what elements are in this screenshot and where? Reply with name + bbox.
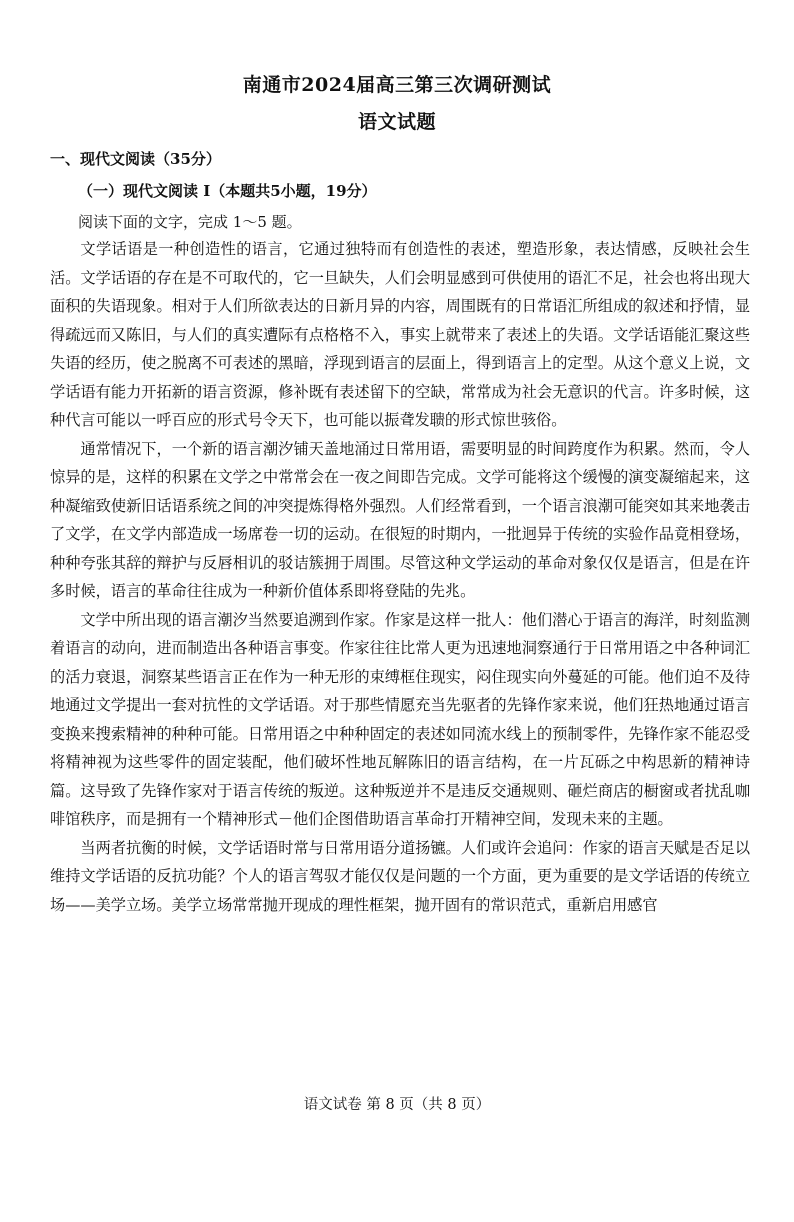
passage-paragraph-3: 文学中所出现的语言潮汐当然要追溯到作家。作家是这样一批人：他们潜心于语言的海洋，时刻监测着语言的动向，进而制造出各种语言事变。作家往往比常人更为迅速地洞察通行于日常用语之中各种词汇的活力衰退，洞察某些语言正在作为一种无形的束缚框住现实，闷住现实向外蔓延的可能。他们迫不及待地通过文学提出一套对抗性的文学话语。对于那些情愿充当先驱者的先锋作家来说，他们狂热地通过语言变换来搜索精神的种种可能。日常用语之中种种固定的表述如同流水线上的预制零件，先锋作家不能忍受将精神视为这些零件的固定装配，他们破坏性地瓦解陈旧的语言结构，在一片瓦砾之中构思新的精神诗篇。这导致了先锋作家对于语言传统的叛逆。这种叛逆并不是违反交通规则、砸烂商店的橱窗或者扰乱咖啡馆秩序，而是拥有一个精神形式－他们企图借助语言革命打开精神空间，发现未来的主题。 (50, 610, 750, 828)
passage-paragraph-1: 文学话语是一种创造性的语言，它通过独特而有创造性的表述，塑造形象，表达情感，反映社会生活。文学话语的存在是不可取代的，它一旦缺失，人们会明显感到可供使用的语汇不足，社会也将出现大面积的失语现象。相对于人们所欲表达的日新月异的内容，周围既有的日常语汇所组成的叙述和抒情，显得疏远而又陈旧，与人们的真实遭际有点格格不入，事实上就带来了表述上的失语。文学话语能汇聚这些失语的经历，使之脱离不可表述的黑暗，浮现到语言的层面上，得到语言上的定型。从这个意义上说，文学话语有能力开拓新的语言资源，修补既有表述留下的空缺，常常成为社会无意识的代言。许多时候，这种代言可能以一呼百应的形式号令天下，也可能以振聋发聩的形式惊世骇俗。 (50, 240, 750, 429)
passage-paragraph-4: 当两者抗衡的时候，文学话语时常与日常用语分道扬镳。人们或许会追问：作家的语言天赋是否足以维持文学话语的反抗功能？个人的语言驾驭才能仅仅是问题的一个方面，更为重要的是文学话语的传统立场——美学立场。美学立场常常抛开现成的理性框架，抛开固有的常识范式，重新启用感官 (50, 838, 750, 914)
exam-title: 南通市2024届高三第三次调研测试 (242, 74, 552, 96)
reading-passage (50, 235, 750, 919)
passage-paragraph-2: 通常情况下，一个新的语言潮汐铺天盖地涌过日常用语，需要明显的时间跨度作为积累。然而，令人惊异的是，这样的积累在文学之中常常会在一夜之间即告完成。文学可能将这个缓慢的演变凝缩起来，这种凝缩致使新旧话语系统之间的冲突提炼得格外强烈。人们经常看到，一个语言浪潮可能突如其来地袭击了文学，在文学内部造成一场席卷一切的运动。在很短的时期内，一批迥异于传统的实验作品竟相登场，种种夸张其辞的辩护与反唇相讥的驳诘簇拥于周围。尽管这种文学运动的革命对象仅仅是语言，但是在许多时候，语言的革命往往成为一种新价值体系即将登陆的先兆。 (50, 439, 750, 600)
exam-subtitle: 语文试题 (357, 111, 436, 133)
section-heading: 一、现代文阅读（35分） (50, 150, 221, 168)
subsection-heading: （一）现代文阅读 I（本题共5小题，19分） (78, 182, 377, 200)
page-footer: 语文试卷 第 8 页（共 8 页） (303, 1097, 491, 1113)
reading-instruction: 阅读下面的文字，完成 1～5 题。 (78, 213, 302, 231)
